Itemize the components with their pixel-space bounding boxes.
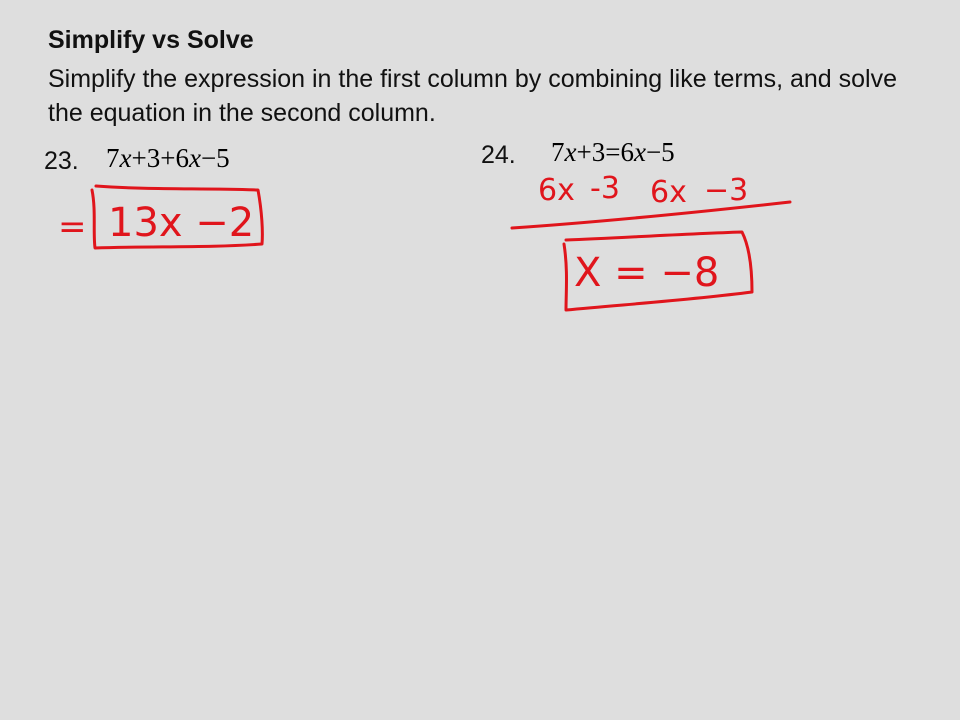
answer-24-text: X = −8 (574, 250, 720, 296)
step-24-left-const: -3 (590, 171, 620, 206)
answer-23-equals: = (58, 207, 87, 247)
step-24-left-term: 6x (538, 173, 575, 208)
problem-23-number: 23. (44, 147, 79, 175)
problem-23-expression: 7x+3+6x−5 (106, 143, 230, 173)
instructions-text: Simplify the expression in the first column by combining like terms, and solve the equation in the second column. (48, 65, 897, 127)
answer-23-text: 13x −2 (108, 200, 255, 246)
slide-title: Simplify vs Solve (48, 26, 254, 54)
step-24-right-const: −3 (704, 173, 749, 208)
step-24-right-term: 6x (650, 175, 687, 210)
problem-24-equation: 7x+3=6x−5 (551, 137, 675, 167)
problem-24-number: 24. (481, 141, 516, 169)
